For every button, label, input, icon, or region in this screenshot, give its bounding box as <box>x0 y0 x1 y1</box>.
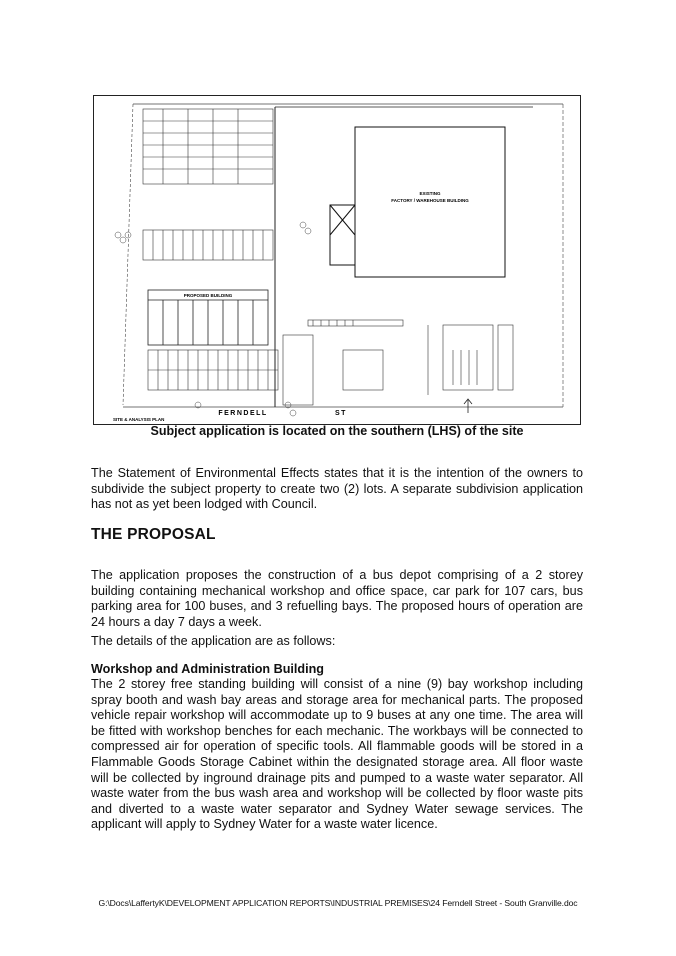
proposal-intro-paragraph: The application proposes the construction of a bus depot comprising of a 2 storey building containing mechanical workshop and office space, car park for 107 cars, bus parking area for 100 buses, and 3 refuelling bays. The proposed hours of operation are 24 hours a day 7 days a week. <box>91 568 583 629</box>
plan-title: SITE & ANALYSIS PLAN <box>113 417 165 422</box>
site-plan-figure <box>93 95 581 425</box>
proposed-building-label: PROPOSED BUILDING <box>183 293 233 298</box>
existing-label: EXISTING <box>419 191 441 196</box>
street-label-st: ST <box>335 410 347 417</box>
subheading-workshop: Workshop and Administration Building <box>91 662 324 676</box>
workshop-paragraph: The 2 storey free standing building will consist of a nine (9) bay workshop including spray booth and wash bay areas and storage area for mechanical parts. The proposed vehicle repair workshop will accommodate up to 9 buses at any one time. The area will be fitted with workshop benches for each mechanic. The workbays will be connected to compressed air for operation of specific tools. All flammable goods will be stored in a Flammable Goods Storage Cabinet within the designated storage area. All floor waste will be collected by inground drainage pits and pumped to a waste water separator. All waste water from the bus wash area and workshop will be collected by floor waste pits and diverted to a waste water separator and Sydney Water sewage services. The applicant will apply to Sydney Water for a waste water licence. <box>91 677 583 832</box>
factory-label: FACTORY / WAREHOUSE BUILDING <box>391 198 469 203</box>
section-heading-proposal: THE PROPOSAL <box>91 526 216 543</box>
details-paragraph: The details of the application are as follows: <box>91 634 336 648</box>
figure-caption: Subject application is located on the southern (LHS) of the site <box>150 424 524 438</box>
street-label-ferndell: FERNDELL <box>218 410 268 417</box>
file-path-footer: G:\Docs\LaffertyK\DEVELOPMENT APPLICATION REPORTS\INDUSTRIAL PREMISES\24 Ferndell Street - South Granville.doc <box>98 898 578 908</box>
subdivision-paragraph: The Statement of Environmental Effects states that it is the intention of the owners to subdivide the subject property to create two (2) lots. A separate subdivision application has not as yet been lodged with Council. <box>91 466 583 512</box>
